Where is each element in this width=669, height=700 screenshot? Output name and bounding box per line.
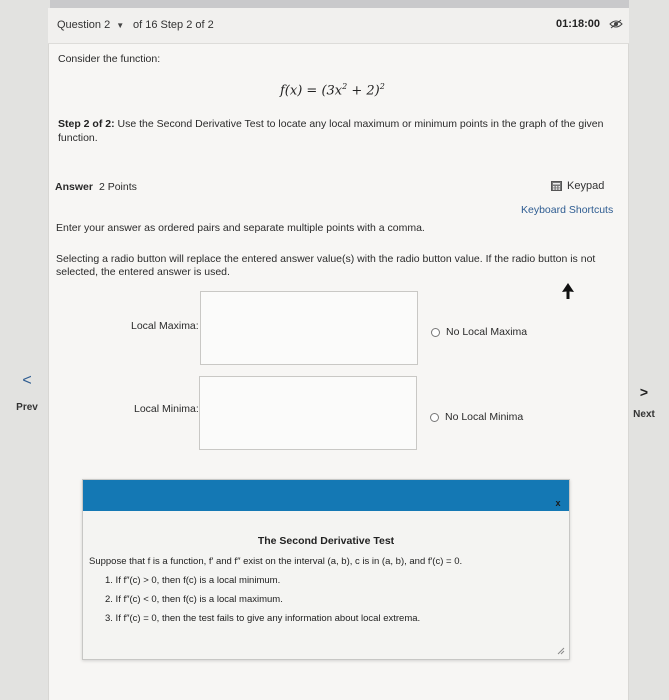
chevron-left-icon: < [22,372,32,389]
chevron-right-icon: > [639,384,649,400]
popup-rule-1: 1. If f″(c) > 0, then f(c) is a local minimum. [105,575,281,586]
prev-label: Prev [16,402,38,413]
answer-points: 2 Points [98,181,137,193]
local-minima-input[interactable] [199,376,417,450]
step-instructions [58,117,618,145]
close-icon[interactable]: x [555,498,561,508]
no-local-minima-label: No Local Minima [445,411,524,423]
resize-handle-icon[interactable] [557,647,565,655]
right-rail [629,0,669,700]
prev-button[interactable] [10,372,44,413]
keypad-icon [551,181,562,191]
no-local-minima-radio[interactable] [430,411,523,423]
local-maxima-input[interactable] [200,291,418,365]
keypad-label: Keypad [567,180,605,192]
mouse-cursor-icon [562,283,574,299]
step-info: of 16 Step 2 of 2 [133,19,214,31]
chevron-down-icon: ▼ [116,21,125,30]
top-strip [0,0,669,8]
radio-circle[interactable] [431,328,440,337]
popup-intro: Suppose that f is a function, f′ and f″ exist on the interval (a, b), c is in (a, b), and f′(c) = 0. [89,556,463,567]
no-local-maxima-label: No Local Maxima [446,326,528,338]
left-rail [0,0,50,700]
popup-rule-3: 3. If f″(c) = 0, then the test fails to give any information about local extrema. [105,613,421,624]
popup-header-bar[interactable] [83,480,569,511]
second-derivative-test-popup[interactable] [82,479,570,660]
step-text: Use the Second Derivative Test to locate any local maximum or minimum points in the graph of the given function. [58,118,604,144]
local-maxima-label: Local Maxima: [131,320,199,332]
question-selector[interactable] [57,19,124,31]
keyboard-shortcuts-link[interactable]: Keyboard Shortcuts [521,204,614,216]
answer-header [55,181,137,193]
next-button[interactable] [627,384,661,420]
radio-circle[interactable] [430,413,439,422]
no-local-maxima-radio[interactable] [431,326,527,338]
question-selector-label: Question 2 [57,19,111,31]
step-label: Step 2 of 2: [58,118,115,130]
function-formula: $f(x) = (3x^2 + 2)^2$ [280,82,385,99]
popup-rule-2: 2. If f″(c) < 0, then f(c) is a local maximum. [105,594,283,605]
keypad-button[interactable] [551,180,604,192]
next-label: Next [633,409,655,420]
function-lhs: f(x) = (3x [280,83,343,99]
popup-title: The Second Derivative Test [257,535,395,547]
function-rhs: + 2) [347,83,380,99]
local-minima-label: Local Minima: [134,403,199,415]
answer-label: Answer [55,181,93,193]
hide-timer-eye-icon[interactable] [609,19,623,29]
timer: 01:18:00 [556,18,601,30]
answer-instruction: Enter your answer as ordered pairs and separate multiple points with a comma. [56,222,425,234]
question-prompt: Consider the function: [58,53,161,65]
radio-note: Selecting a radio button will replace the entered answer value(s) with the radio button value. If the radio button is not selected, the entered answer is used. [56,253,596,278]
